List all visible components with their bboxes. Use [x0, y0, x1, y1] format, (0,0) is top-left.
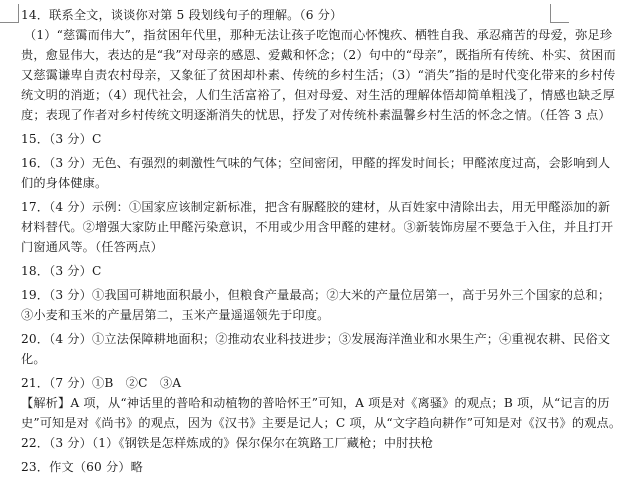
q17-answer-cont: 材料替代。②增强大家防止甲醛污染意识，不用或少用含甲醛的建材。③新装饰房屋不要急于入住，并且打开 [21, 220, 614, 234]
q14-answer-line: 贵，愈显伟大，表达的是“我”对母亲的感恩、爱戴和怀念；（2）句中的“母亲”，既指所有传统、朴实、贫困而 [21, 48, 616, 62]
q14-heading: 14．联系全文，谈谈你对第 5 段划线句子的理解。（6 分） [21, 8, 343, 22]
q14-answer-line: 统文明的消逝；（4）现代社会，人们生活富裕了，但对母爱、对生活的理解体悟却简单粗浅了，情感也缺乏厚 [21, 88, 616, 102]
crop-mark-top-right-vertical [550, 4, 551, 23]
q15-answer: 15．（3 分）C [21, 132, 102, 146]
answer-document [21, 5, 621, 477]
q17-answer-cont: 门窗通风等。（任答两点） [21, 240, 163, 254]
q14-answer-line: （1）“慈霭而伟大”，指贫困年代里，那种无法让孩子吃饱而心怀愧疚、栖牲自我、承忍痛苦的母爱，弥足珍 [24, 28, 613, 42]
q18-answer: 18．（3 分）C [21, 264, 102, 278]
crop-mark-top-left-horizontal [0, 22, 18, 23]
q17-answer: 17．（4 分）示例：①国家应该制定新标准，把含有脲醛胶的建材，从百姓家中清除出去，用无甲醛添加的新 [21, 200, 611, 214]
q23-answer: 23．作文（60 分）略 [21, 460, 144, 474]
q22-answer: 22．（3 分）（1）《钢铁是怎样炼成的》保尔保尔在筑路工厂藏枪；中肘扶枪 [21, 436, 434, 450]
crop-mark-top-left-vertical [18, 4, 19, 23]
crop-mark-top-right-horizontal [551, 22, 569, 23]
q16-answer: 16．（3 分）无色、有强烈的刺激性气味的气体；空间密闭，甲醛的挥发时间长；甲醛浓度过高，会影响到人 [21, 156, 611, 170]
q16-answer-cont: 们的身体健康。 [21, 176, 108, 190]
q21-answer: 21．（7 分）①B ②C ③A [21, 376, 182, 390]
q14-answer-line: 度；表现了作者对乡村传统文明逐渐消失的忧思，抒发了对传统朴素温馨乡村生活的怀念之情。（任答 3 点） [21, 108, 611, 122]
q20-answer: 20．（4 分）①立法保障耕地面积；②推动农业科技进步；③发展海洋渔业和水果生产；④重视农耕、民俗文 [21, 332, 611, 346]
q19-answer-cont: ③小麦和玉米的产量居第二，玉米产量遥遥领先于印度。 [21, 308, 330, 322]
q21-analysis: 【解析】A 项，从“神话里的普哈和动植物的普哈怀王”可知，A 项是对《离骚》的观点；B 项，从“记言的历 [21, 396, 610, 410]
q20-answer-cont: 化。 [21, 352, 46, 366]
q21-analysis-cont: 史”可知是对《尚书》的观点，因为《汉书》主要是记人；C 项，从“文字趋向耕作”可知是对《汉书》的观点。 [21, 416, 621, 430]
q14-answer-line: 又慈霭谦卑自责农村母亲，又象征了贫困却朴素、传统的乡村生活；（3）“消失”指的是时代变化带来的乡村传 [21, 68, 616, 82]
q19-answer: 19．（3 分）①我国可耕地面积最小，但粮食产量最高；②大米的产量位居第一，高于另外三个国家的总和； [21, 288, 611, 302]
